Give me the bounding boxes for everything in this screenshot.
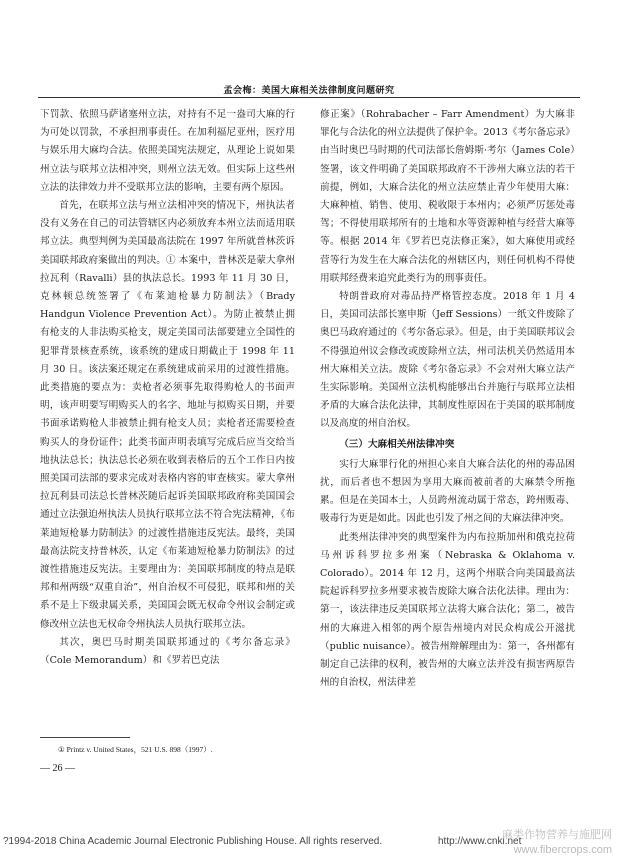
section-heading: （三）大麻相关州法律冲突	[339, 438, 455, 450]
page-footer	[0, 826, 618, 860]
left-paragraph-3: 其次，奥巴马时期美国联邦通过的《考尔备忘录》（Cole Memorandum）和《罗若巴克法	[40, 636, 295, 667]
right-paragraph-2: 特朗普政府对毒品持严格管控态度。2018 年 1 月 4 日，美国司法部长塞申斯（Jeff Sessions）一纸文件废除了奥巴马政府通过的《考尔备忘录》。但是，由于美国联邦议会不得强迫州议会修改或废除州立法，州司法机关仍然适用本州大麻相关立法。废除《考尔备忘录》不会对州大麻立法产生实际影响。美国州立法机构能够出台并施行与联邦立法相矛盾的大麻合法化法律，其制度性原因在于美国的联邦制度以及高度的州自治权。	[320, 291, 575, 430]
watermark	[496, 828, 612, 858]
watermark-line-2: www.fibercrops.com	[513, 844, 612, 856]
right-paragraph-3: 实行大麻罪行化的州担心来自大麻合法化的州的毒品困扰，而后者也不想因为享用大麻而被前者的大麻禁令所拖累。但是在美国本土，人员跨州流动属于常态，跨州贩毒、吸毒行为更是如此。因此也引发了州之间的大麻法律冲突。	[320, 458, 575, 525]
left-paragraph-2: 首先，在联邦立法与州立法相冲突的情况下，州执法者没有义务在自己的司法管辖区内必须放弃本州立法而适用联邦立法。典型判例为美国最高法院在 1997 年所就普林茨诉美国联邦政府案做出的判决。① 本案中，普林茨是蒙大拿州拉瓦利（Ravalli）县的执法总长。1993 年 11 月 30 日，克林顿总统签署了《布莱迪枪暴力防制法》（Brady Handgun Violence Prevention Act）。为防止被禁止拥有枪支的人非法购买枪支，规定美国司法部要建立全国性的犯罪背景核查系统，该系统的建成日期截止于 1998 年 11 月 30 日。该法案还规定在系统建成前采用的过渡性措施。此类措施的要点为：卖枪者必须事先取得购枪人的书面声明，该声明要写明购买人的名字、地址与拟购买日期，并要书面承诺购枪人非被禁止拥有枪支人员；卖枪者还需要检查购买人的身份证件；此类书面声明表填写完成后应当交给当地执法总长；执法总长必须在收到表格后的五个工作日内按照美国司法部的要求完成对表格内容的审查核实。蒙大拿州拉瓦利县司法总长普林茨随后起诉美国联邦政府称美国国会通过立法强迫州执法人员执行联邦立法不符合宪法精神，《布莱迪短枪暴力防制法》的过渡性措施违反宪法。最终，美国最高法院支持普林茨，认定《布莱迪短枪暴力防制法》的过渡性措施违反宪法。主要理由为：美国联邦制度的特点是联邦和州两级“双重自治”，州自治权不可侵犯，联邦和州的关系不是上下级隶属关系，美国国会既无权命令州议会制定或修改州立法也无权命令州执法人员执行联邦立法。	[40, 200, 295, 630]
footnote-rule	[40, 737, 130, 738]
running-header: 孟会梅：美国大麻相关法律制度问题研究	[223, 86, 395, 96]
left-column	[40, 106, 295, 716]
right-paragraph-1: 修正案》（Rohrabacher – Farr Amendment）为大麻非罪化与合法化的州立法提供了保护伞。2013《考尔备忘录》由当时奥巴马时期的代司法部长詹姆斯·考尔（James Cole）签署，该文件明确了美国联邦政府不干涉州大麻立法的若干前提，例如，大麻合法化的州立法应禁止青少年使用大麻：大麻种植、销售、使用、税收限于本州内；必须严厉惩处毒驾；不得使用联邦所有的土地和水等资源种植与经营大麻等等。根据 2014 年《罗若巴克法修正案》，如大麻使用或经营等行为发生在大麻合法化的州辖区内，则任何机构不得使用联邦经费来追究此类行为的刑事责任。	[320, 109, 575, 284]
page-number: — 26 —	[40, 763, 75, 774]
left-paragraph-1: 下罚款、依照马萨诸塞州立法，对持有不足一盎司大麻的行为可处以罚款，不承担刑事责任。在加利福尼亚州，医疗用与娱乐用大麻均合法。依照美国宪法规定，从理论上说如果州立法与联邦立法相冲突，则州立法无效。但实际上这些州立法的法律效力并不受联邦立法的影响，主要有两个原因。	[40, 109, 295, 193]
watermark-line-1: 麻类作物营养与施肥网	[502, 829, 612, 841]
cnki-link[interactable]: http://www.cnki.net	[438, 836, 522, 847]
header-rule	[38, 97, 580, 98]
right-paragraph-4: 此类州法律冲突的典型案件为内布拉斯加州和俄克拉荷马州诉科罗拉多州案（Nebraska & Oklahoma v. Colorado）。2014 年 12 月，这两个州联合向美国最高法院起诉科罗拉多州要求被告废除大麻合法化法律。理由为：第一，该法律违反美国联邦立法将大麻合法化；第二，被告州的大麻进入相邻的两个原告州境内对民众构成公开滋扰（public nuisance）。被告州辩解理由为：第一，各州都有制定自己法律的权利，被告州的大麻立法并没有损害两原告州的自治权，州法律差	[320, 531, 575, 689]
copyright-notice: ?1994-2018 China Academic Journal Electronic Publishing House. All rights reserved.	[3, 836, 383, 847]
footnote: ① Printz v. United States，521 U.S. 898（1997）.	[58, 745, 213, 754]
right-column	[320, 106, 575, 846]
